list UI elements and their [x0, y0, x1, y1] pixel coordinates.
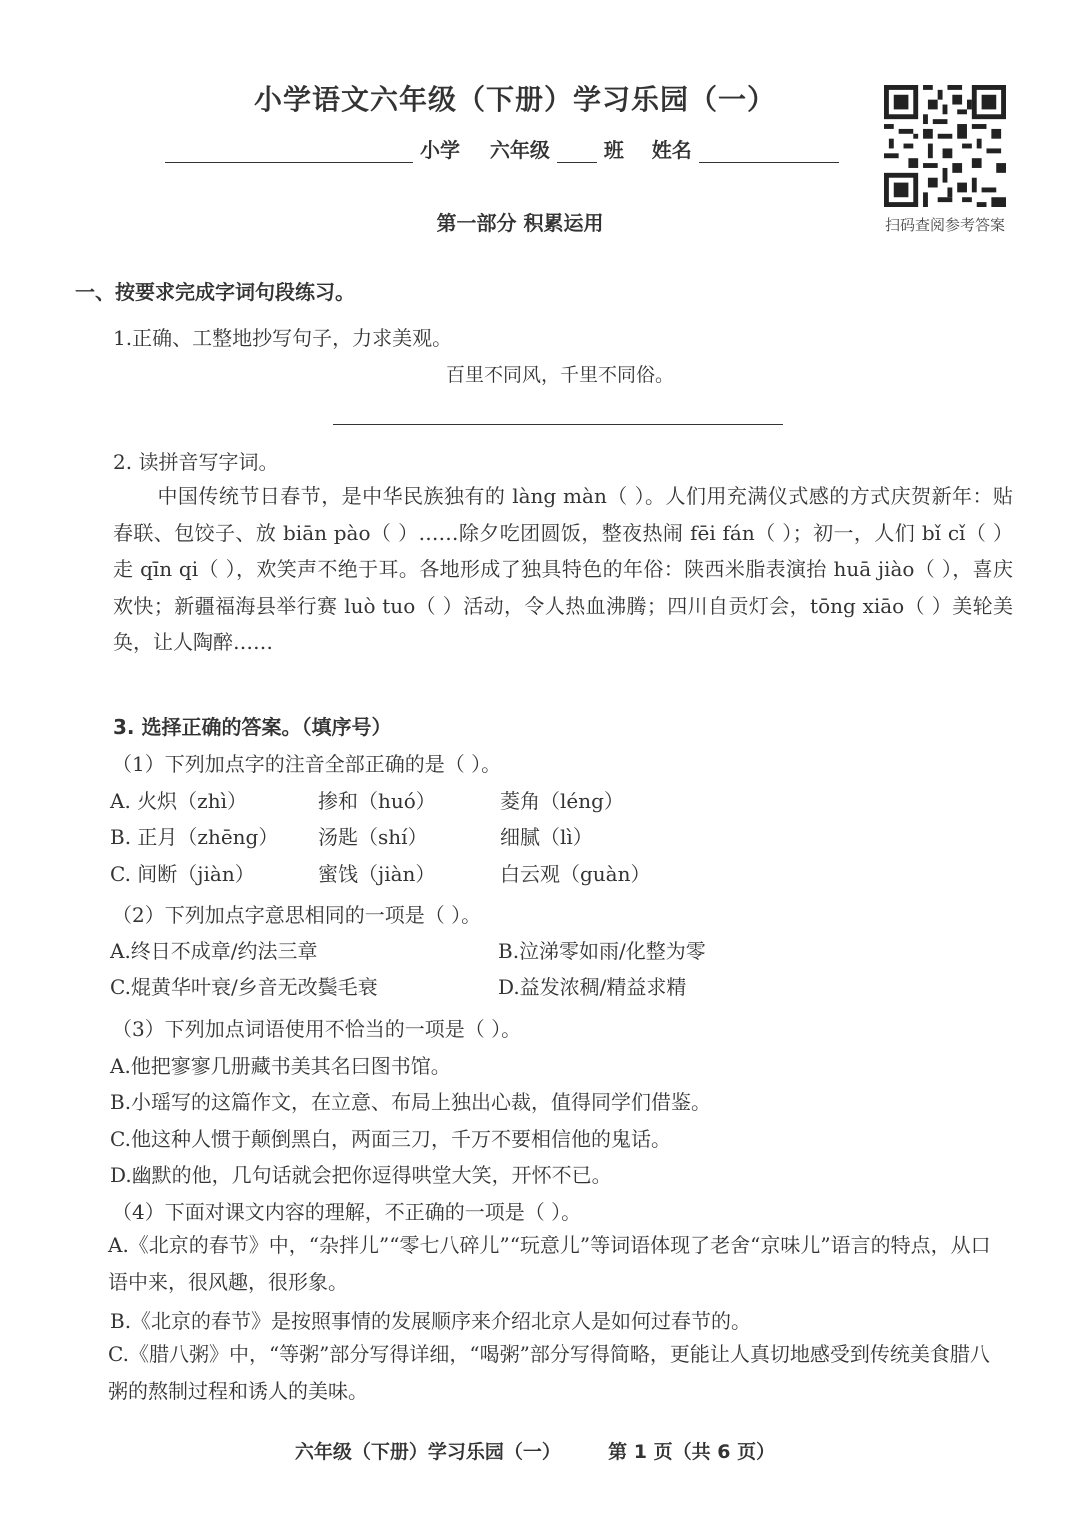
- school-label: 小学: [419, 138, 460, 162]
- section-title: 第一部分 积累运用: [436, 211, 604, 235]
- q3-sub4-option-b: B.《北京的春节》是按照事情的发展顺序来介绍北京人是如何过春节的。: [110, 1309, 752, 1333]
- class-blank[interactable]: [557, 138, 597, 163]
- q3-sub1-option-b3: 细腻（lì）: [500, 825, 593, 849]
- q3-sub3-option-a: A.他把寥寥几册藏书美其名曰图书馆。: [110, 1054, 451, 1078]
- q2-label: 2. 读拼音写字词。: [113, 450, 279, 474]
- q1-model-sentence: 百里不同风，千里不同俗。: [445, 364, 674, 386]
- qr-caption: 扫码查阅参考答案: [884, 216, 1005, 234]
- school-blank[interactable]: [165, 138, 413, 163]
- q3-sub2-option-a: A.终日不成章/约法三章: [110, 939, 318, 963]
- q3-sub4-stem: （4）下面对课文内容的理解，不正确的一项是（ ）。: [112, 1200, 582, 1224]
- q3-sub2-stem: （2）下列加点字意思相同的一项是（ ）。: [112, 903, 482, 927]
- q2-paragraph-text: 中国传统节日春节，是中华民族独有的 làng màn（ ）。人们用充满仪式感的方式庆贺新年：贴春联、包饺子、放 biān pào（ ）……除夕吃团圆饭，整夜热闹 fēi fán（ ）；初一，人们 bǐ cǐ（ ）走 qīn qi（ ），欢笑声不绝于耳。各地形成了独具特色的年俗：陕西米脂表演抬 huā jiào（ ），喜庆欢快；新疆福海县举行赛 luò tuo（ ）活动，令人热血沸腾；四川自贡灯会，tōng xiāo（ ）美轮美奂，让人陶醉……: [113, 484, 1013, 654]
- qr-code[interactable]: [884, 85, 1006, 207]
- footer-page-number: 第 1 页（共 6 页）: [608, 1441, 776, 1463]
- q3-sub1-option-a3: 菱角（léng）: [500, 789, 624, 813]
- q3-label: 3. 选择正确的答案。（填序号）: [113, 715, 392, 739]
- q3-sub3-option-d: D.幽默的他，几句话就会把你逗得哄堂大笑，开怀不已。: [110, 1163, 612, 1187]
- q3-sub1-stem: （1）下列加点字的注音全部正确的是（ ）。: [112, 752, 502, 776]
- q1-label: 1.正确、工整地抄写句子，力求美观。: [113, 326, 453, 350]
- q3-sub3-option-b: B.小瑶写的这篇作文，在立意、布局上独出心裁，值得同学们借鉴。: [110, 1090, 712, 1114]
- page-footer: [0, 1437, 1070, 1464]
- page-title: 小学语文六年级（下册）学习乐园（一）: [253, 83, 776, 116]
- q2-paragraph: [113, 478, 1013, 661]
- footer-title: 六年级（下册）学习乐园（一）: [294, 1441, 561, 1463]
- q3-sub1-option-a1: A. 火炽（zhì）: [110, 789, 247, 813]
- q3-sub4-option-c: C.《腊八粥》中，“等粥”部分写得详细，“喝粥”部分写得简略，更能让人真切地感受到传统美食腊八粥的熬制过程和诱人的美味。: [108, 1342, 990, 1403]
- q3-sub1-option-b2: 汤匙（shí）: [318, 825, 428, 849]
- q3-sub4-option-a: A.《北京的春节》中，“杂拌儿”“零七八碎儿”“玩意儿”等词语体现了老舍“京味儿”语言的特点，从口语中来，很风趣，很形象。: [108, 1233, 991, 1294]
- q3-sub2-option-c: C.焜黄华叶衰/乡音无改鬓毛衰: [110, 975, 378, 999]
- q3-sub1-option-c2: 蜜饯（jiàn）: [318, 862, 436, 886]
- student-info-line: [165, 134, 820, 164]
- q3-sub1-option-b1: B. 正月（zhēng）: [110, 825, 279, 849]
- name-label: 姓名: [651, 138, 692, 162]
- q1-write-line[interactable]: [333, 424, 783, 425]
- name-blank[interactable]: [699, 138, 839, 163]
- q3-sub1-option-a2: 掺和（huó）: [318, 789, 436, 813]
- class-label: 班: [603, 138, 624, 162]
- q3-sub1-option-c1: C. 间断（jiàn）: [110, 862, 255, 886]
- q3-sub2-option-b: B.泣涕零如雨/化整为零: [498, 939, 706, 963]
- q3-sub2-option-d: D.益发浓稠/精益求精: [498, 975, 687, 999]
- q3-sub1-option-c3: 白云观（guàn）: [500, 862, 651, 886]
- grade-label: 六年级: [489, 138, 550, 162]
- q3-sub3-option-c: C.他这种人惯于颠倒黑白，两面三刀，千万不要相信他的鬼话。: [110, 1127, 671, 1151]
- part-heading: 一、按要求完成字词句段练习。: [75, 280, 355, 304]
- q3-sub3-stem: （3）下列加点词语使用不恰当的一项是（ ）。: [112, 1017, 522, 1041]
